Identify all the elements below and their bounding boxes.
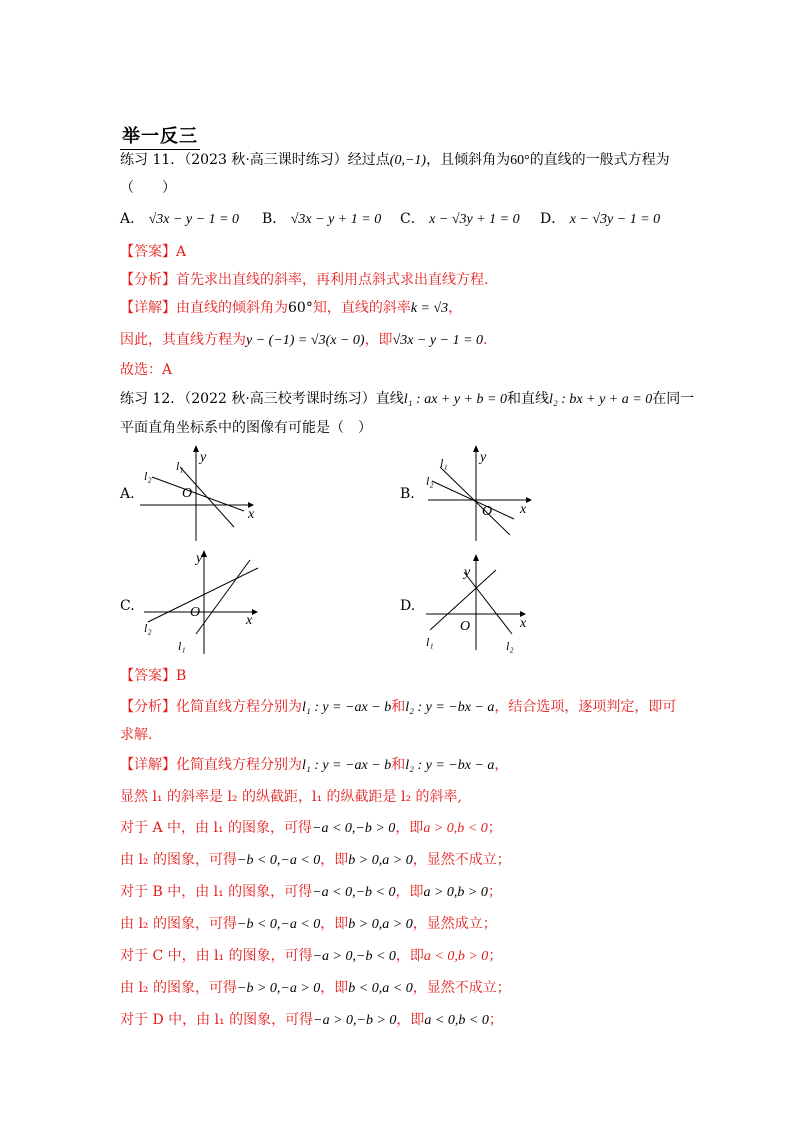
q12-l1-eq: l₁ : ax + y + b = 0	[403, 392, 507, 407]
q11-therefore-text: 因此，其直线方程为	[120, 332, 246, 348]
q12-detail-text: 【详解】化简直线方程分别为	[120, 757, 302, 773]
case-ineq: −a < 0,−b < 0	[312, 885, 396, 900]
q12-obvious: 显然 l₁ 的斜率是 l₂ 的纵截距，l₁ 的纵截距是 l₂ 的斜率,	[120, 789, 462, 805]
y-axis-arrow	[473, 445, 479, 452]
case-end: ，显然不成立；	[412, 980, 511, 996]
q12-stem-line1	[120, 389, 694, 410]
case-text: 对于 A 中，由 l₁ 的图象，可得	[120, 820, 313, 836]
x-axis-arrow	[526, 497, 532, 503]
q12-option-b-label[interactable]: B.	[400, 486, 415, 502]
q12-detail-end: ，	[494, 757, 509, 773]
case-ji: ，即	[320, 852, 349, 868]
case-text: 由 l₂ 的图象，可得	[120, 852, 237, 868]
q12-l2-eq: l₂ : bx + y + a = 0	[549, 392, 653, 407]
q12-case	[120, 914, 497, 935]
q11-detail-angle: 60°	[288, 300, 313, 316]
l2-label: l₂	[144, 621, 152, 635]
l1-label: l₁	[440, 456, 448, 470]
case-ineq: −a > 0,−b > 0	[313, 1013, 397, 1028]
case-ji: ，即	[395, 820, 424, 836]
q12-analysis-and: 和	[391, 699, 406, 715]
y-label: y	[200, 450, 207, 465]
q12-case	[120, 946, 502, 967]
y-axis-arrow	[473, 554, 479, 561]
case-ineq: −b < 0,−a < 0	[237, 853, 321, 868]
q12-diagram-b[interactable]	[418, 445, 538, 545]
q12-diagram-d[interactable]	[420, 554, 538, 654]
q12-analysis	[120, 697, 676, 718]
q11-option-d[interactable]	[540, 209, 660, 230]
section-heading: 举一反三	[120, 122, 200, 150]
q12-analysis-text: 【分析】化简直线方程分别为	[120, 699, 302, 715]
line-l1	[440, 467, 510, 535]
l1-label: l₁	[426, 635, 434, 649]
q11-option-a[interactable]	[120, 209, 239, 230]
q11-therefore-eq2: √3x − y − 1 = 0	[392, 333, 484, 348]
case-end: ，显然不成立；	[412, 852, 511, 868]
l1-label: l₁	[176, 459, 184, 473]
option-label: D．	[540, 211, 566, 227]
q12-analysis-suffix: ，结合选项，逐项判定，即可	[494, 699, 677, 715]
q12-stem-suffix: 在同一	[652, 391, 695, 407]
q12-analysis-l1: l₁ : y = −ax − b	[302, 700, 392, 715]
case-end: ；	[488, 948, 503, 964]
case-ineq: −a > 0,−b < 0	[312, 949, 396, 964]
q11-therefore-end: .	[483, 332, 488, 348]
q12-diagram-a[interactable]	[140, 445, 260, 545]
case-end: ；	[487, 820, 502, 836]
q11-detail-end: ，	[448, 300, 463, 316]
case-result: b > 0,a > 0	[348, 917, 413, 932]
q12-stem-mid: 和直线	[507, 391, 549, 407]
q11-option-c[interactable]	[400, 209, 520, 230]
q12-case	[120, 818, 502, 839]
case-result: a > 0,b > 0	[423, 885, 488, 900]
x-label: x	[520, 502, 527, 517]
line-l2	[464, 572, 512, 634]
l2-label: l₂	[144, 469, 152, 483]
case-ineq: −b < 0,−a < 0	[237, 917, 321, 932]
x-label: x	[520, 616, 527, 631]
case-ji: ，即	[320, 980, 349, 996]
q11-answer: 【答案】A	[120, 244, 187, 260]
q12-option-a-label[interactable]: A.	[120, 486, 135, 502]
x-axis-arrow	[252, 609, 258, 615]
q11-point: (0,−1)	[389, 153, 427, 168]
y-axis-arrow	[193, 445, 199, 452]
q11-therefore-eq: y − (−1) = √3(x − 0)	[246, 333, 365, 348]
case-result: a > 0,b < 0	[423, 821, 488, 836]
case-end: ；	[487, 884, 502, 900]
case-ineq: −b > 0,−a > 0	[237, 981, 321, 996]
option-label: C．	[400, 211, 425, 227]
q12-answer: 【答案】B	[120, 668, 187, 684]
case-text: 对于 D 中，由 l₁ 的图象，可得	[120, 1012, 314, 1028]
q12-detail-l2: l₂ : y = −bx − a	[405, 758, 495, 773]
q11-therefore	[120, 330, 487, 351]
q12-detail-l1: l₁ : y = −ax − b	[302, 758, 392, 773]
case-ji: ，即	[396, 1012, 425, 1028]
origin-label: O	[460, 619, 471, 634]
case-ji: ，即	[395, 948, 424, 964]
q12-case	[120, 850, 511, 871]
case-result: a < 0,b > 0	[423, 949, 489, 964]
option-label: B．	[262, 211, 287, 227]
q11-detail-mid: 知，直线的斜率	[312, 300, 411, 316]
option-expr: x − √3y − 1 = 0	[569, 212, 661, 227]
l1-label: l₁	[178, 639, 186, 653]
q11-choose: 故选：A	[120, 362, 173, 378]
y-label: y	[196, 551, 203, 566]
case-text: 对于 C 中，由 l₁ 的图象，可得	[120, 948, 313, 964]
q11-angle: 60°	[510, 153, 530, 168]
q11-stem-text: 练习 11．（2023 秋·高三课时练习）经过点	[120, 152, 390, 168]
q11-stem-line2: （ ）	[120, 180, 176, 196]
case-end: ；	[488, 1012, 503, 1028]
q11-detail-text: 【详解】由直线的倾斜角为	[120, 300, 288, 316]
case-result: b > 0,a > 0	[348, 853, 413, 868]
q11-detail	[120, 298, 462, 319]
q12-case	[120, 882, 502, 903]
q12-stem-text: 练习 12．（2022 秋·高三校考课时练习）直线	[120, 391, 404, 407]
q12-detail	[120, 755, 508, 776]
option-expr: x − √3y + 1 = 0	[429, 212, 520, 227]
q11-option-b[interactable]	[262, 209, 381, 230]
origin-label: O	[182, 486, 193, 501]
x-label: x	[246, 613, 253, 628]
option-expr: √3x − y − 1 = 0	[148, 212, 240, 227]
y-label: y	[464, 565, 471, 580]
case-ji: ，即	[395, 884, 424, 900]
q11-analysis: 【分析】首先求出直线的斜率，再利用点斜式求出直线方程.	[120, 272, 489, 288]
case-result: a < 0,b < 0	[424, 1013, 489, 1028]
l2-label: l₂	[506, 639, 514, 653]
origin-label: O	[190, 605, 201, 620]
case-ineq: −a < 0,−b > 0	[312, 821, 396, 836]
l2-label: l₂	[426, 474, 434, 488]
q12-case	[120, 1010, 503, 1031]
x-label: x	[248, 507, 255, 522]
y-label: y	[480, 450, 487, 465]
q12-detail-and: 和	[391, 757, 406, 773]
case-ji: ，即	[320, 916, 349, 932]
q12-analysis-line2: 求解.	[120, 727, 153, 743]
line-l2	[148, 568, 258, 622]
q11-therefore-mid: ，即	[364, 332, 393, 348]
q11-stem-mid: ，且倾斜角为	[426, 152, 511, 168]
line-l2	[152, 477, 244, 511]
q11-stem-line1	[120, 150, 670, 171]
q12-diagram-c[interactable]	[140, 548, 270, 656]
case-text: 对于 B 中，由 l₁ 的图象，可得	[120, 884, 313, 900]
q11-detail-k: k = √3	[410, 301, 449, 316]
case-text: 由 l₂ 的图象，可得	[120, 916, 237, 932]
option-expr: √3x − y + 1 = 0	[290, 212, 382, 227]
option-label: A．	[120, 211, 145, 227]
q12-case	[120, 978, 511, 999]
case-text: 由 l₂ 的图象，可得	[120, 980, 237, 996]
case-end: ，显然成立；	[412, 916, 497, 932]
q12-option-c-label[interactable]: C.	[120, 598, 135, 614]
origin-label: O	[482, 504, 493, 519]
q11-stem-suffix: 的直线的一般式方程为	[529, 152, 670, 168]
q12-stem-line2: 平面直角坐标系中的图像有可能是（ ）	[120, 420, 372, 436]
q12-option-d-label[interactable]: D.	[400, 598, 416, 614]
q12-analysis-l2: l₂ : y = −bx − a	[405, 700, 495, 715]
case-result: b < 0,a < 0	[348, 981, 413, 996]
